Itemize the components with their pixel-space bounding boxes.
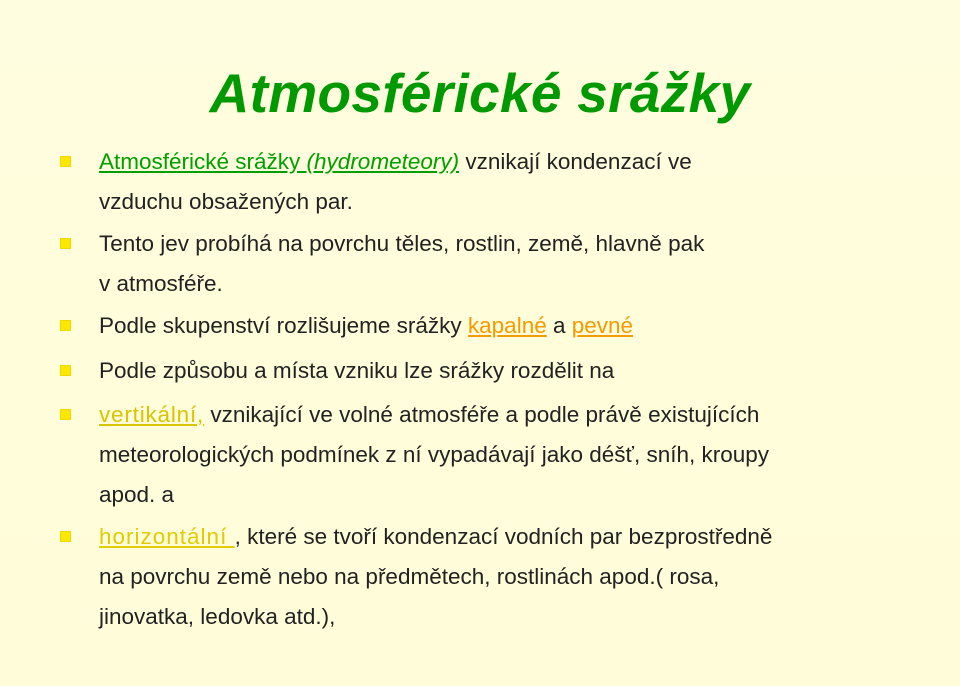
bullet-line bbox=[99, 435, 899, 475]
bullet-item bbox=[99, 351, 899, 391]
text-span: , které se tvoří kondenzací vodních par bezprostředně bbox=[234, 524, 773, 549]
square-bullet-icon bbox=[60, 238, 71, 249]
bullet-item bbox=[99, 142, 899, 222]
hydrometeory-link[interactable]: Atmosférické srážky (hydrometeory) bbox=[99, 149, 460, 174]
text-span: jinovatka, ledovka atd.), bbox=[99, 604, 336, 629]
text-span: vznikající ve volné atmosféře a podle právě existujících bbox=[204, 402, 760, 427]
bullet-line bbox=[99, 351, 899, 391]
bullet-line bbox=[99, 557, 899, 597]
bullet-line bbox=[99, 264, 899, 304]
square-bullet-icon bbox=[60, 156, 71, 167]
text-span: na povrchu země nebo na předmětech, rostlinách apod.( rosa, bbox=[99, 564, 720, 589]
text-span: a bbox=[546, 313, 572, 338]
text-span: v atmosféře. bbox=[99, 271, 223, 296]
bullet-line bbox=[99, 395, 899, 435]
bullet-line bbox=[99, 597, 899, 637]
bullet-line bbox=[99, 517, 899, 557]
bullet-line bbox=[99, 475, 899, 515]
bullet-line bbox=[99, 306, 899, 346]
bullet-line bbox=[99, 142, 899, 182]
text-span: Tento jev probíhá na povrchu těles, rostlin, země, hlavně pak bbox=[99, 231, 705, 256]
square-bullet-icon bbox=[60, 531, 71, 542]
text-span: vzduchu obsažených par. bbox=[99, 189, 353, 214]
bullet-item bbox=[99, 395, 899, 515]
text-span: Podle skupenství rozlišujeme srážky bbox=[99, 313, 468, 338]
text-span: Podle způsobu a místa vzniku lze srážky rozdělit na bbox=[99, 358, 615, 383]
text-span: meteorologických podmínek z ní vypadávají jako déšť, sníh, kroupy bbox=[99, 442, 770, 467]
text-span: vznikají kondenzací ve bbox=[459, 149, 692, 174]
bullet-item bbox=[99, 517, 899, 637]
square-bullet-icon bbox=[60, 320, 71, 331]
square-bullet-icon bbox=[60, 409, 71, 420]
slide-title: Atmosférické srážky bbox=[209, 62, 751, 124]
bullet-item bbox=[99, 306, 899, 346]
square-bullet-icon bbox=[60, 365, 71, 376]
kapalne-link[interactable]: kapalné bbox=[467, 313, 547, 338]
pevne-link[interactable]: pevné bbox=[571, 313, 634, 338]
vertikalni-link[interactable]: vertikální, bbox=[99, 402, 205, 427]
horizontalni-link[interactable]: horizontální bbox=[99, 524, 235, 549]
bullet-item bbox=[99, 224, 899, 304]
bullet-line bbox=[99, 182, 899, 222]
text-span: apod. a bbox=[99, 482, 175, 507]
bullet-line bbox=[99, 224, 899, 264]
